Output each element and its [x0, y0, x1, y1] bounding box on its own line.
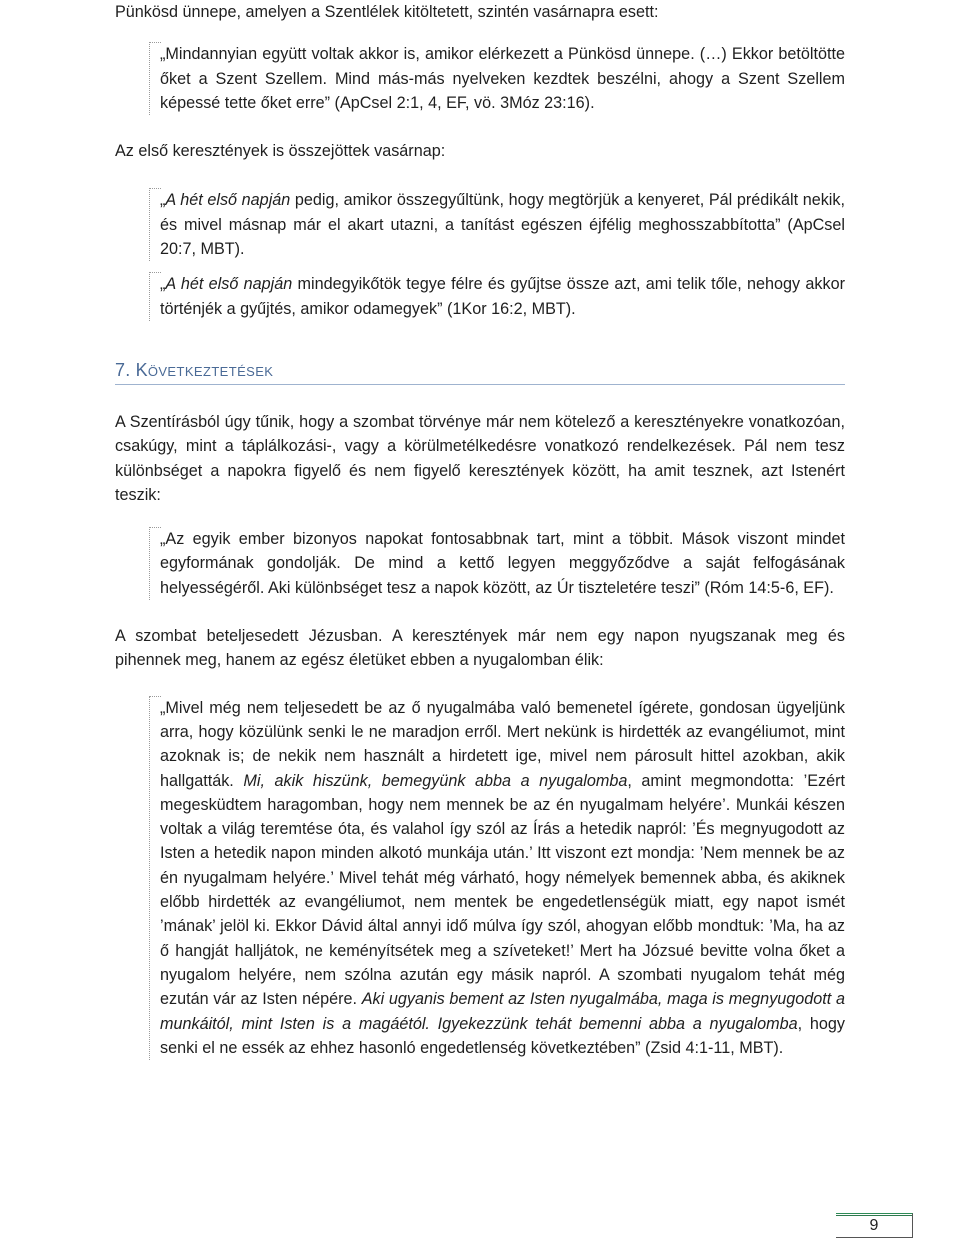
quote-block-1cor-16 [149, 272, 845, 321]
page-body [115, 0, 845, 1060]
paragraph-sabbath-fulfilled: A szombat beteljesedett Jézusban. A keresztények már nem egy napon nyugszanak meg és pihennek meg, hanem az egész életüket ebben a nyugalomban élik: [115, 627, 845, 670]
quote-acts-20-italic: A hét első napján [165, 191, 291, 210]
quote-1cor-16: „A hét első napján mindegyikőtök tegye félre és gyűjtse össze azt, ami telik tőle, nehogy akkor történjék a gyűjtés, amikor odamegyek” (1Kor 16:2, MBT). [160, 275, 845, 318]
quote-block-heb-4 [149, 696, 845, 1060]
section-number: 7. [115, 359, 136, 380]
quote-block-acts-20 [149, 188, 845, 261]
paragraph-conclusions: A Szentírásból úgy tűnik, hogy a szombat törvénye már nem kötelező a keresztényekre vonatkozóan, csakúgy, mint a táplálkozási-, vagy a körülmetélkedésre vonatkozó rendelkezések. Pál nem tesz különbséget a napokra figyelő és nem figyelő keresztények között, ha amit tesznek, azt Istenért teszik: [115, 412, 845, 504]
quote-acts-2: „Mindannyian együtt voltak akkor is, amikor elérkezett a Pünkösd ünnepe. (…) Ekkor betöltötte őket a Szent Szellem. Mind más-más nyelveken kezdtek beszélni, ahogy a Szent Szellem képessé tette őket erre” (ApCsel 2:1, 4, EF, vö. 3Móz 23:16). [160, 45, 845, 112]
paragraph-first-christians: Az első keresztények is összejöttek vasárnap: [115, 142, 446, 161]
quote-block-acts-2 [149, 42, 845, 115]
quote-1cor-16-italic: A hét első napján [165, 275, 293, 294]
paragraph-pentecost: Pünkösd ünnepe, amelyen a Szentlélek kitöltetett, szintén vasárnapra esett: [115, 3, 659, 21]
page-number: 9 [836, 1213, 913, 1238]
quote-rom-14: „Az egyik ember bizonyos napokat fontosabbnak tart, mint a többit. Mások viszont mindet egyformának gondolják. De mind a kettő legyen meggyőződve a saját felfogásának helyességéről. Aki különbséget tesz a napok között, az Úr tiszteletére teszi” (Róm 14:5-6, EF). [160, 530, 845, 597]
section-heading: 7. KÖVETKEZTETÉSEK [115, 360, 845, 385]
section-title: ÖVETKEZTETÉSEK [147, 363, 274, 379]
quote-heb-4: „Mivel még nem teljesedett be az ő nyugalmába való bemenetel ígérete, gondosan ügyeljünk arra, hogy közülünk senki le ne maradjon erről. Mert nekünk is hirdették az evangéliumot, mint azoknak is; de nekik nem használt a hirdetett ige, mivel nem párosult hittel azokban, akik hallgatták. Mi, akik hiszünk, bemegyünk abba a nyugalomba, amint megmondotta: ’Ezért megesküdtem haragomban, hogy nem mennek be az én nyugalmam helyére’. Munkái készen voltak a világ teremtése óta, és valahol így szól az Írás a hetedik napról: ’És megnyugodott az Isten a hetedik napon minden alkotó munkája után.’ Itt viszont ezt mondja: ’Nem mennek be az én nyugalmam helyére.’ Mivel tehát még várható, hogy némelyek bemennek abba, és akiknek előbb hirdették az evangéliumot, nem mentek be engedetlenségük miatt, egy napot ismét ’mának’ jelöl ki. Ekkor Dávid által annyi idő múlva így szól, ahogyan előbb mondtuk: ’Ma, ha az ő hangját halljátok, ne keményítsétek meg a szíveteket!’ Mert ha Józsué bevitte volna őket a nyugalom helyére, nem szólna azután egy másik napról. A szombati nyugalom tehát még ezután vár az Isten népére. Aki ugyanis bement az Isten nyugalmába, maga is megnyugodott a munkáitól, mint Isten is a magáétól. Igyekezzünk tehát bemenni abba a nyugalomba, hogy senki el ne essék az ehhez hasonló engedetlenség következtében” (Zsid 4:1-11, MBT). [160, 698, 845, 1057]
quote-acts-20: „A hét első napján pedig, amikor összegyűltünk, hogy megtörjük a kenyeret, Pál prédikált nekik, és mivel másnap már el akart utazni, a tanítást egészen éjfélig meghosszabbította” (ApCsel 20:7, MBT). [160, 191, 845, 259]
quote-block-rom-14 [149, 527, 845, 600]
